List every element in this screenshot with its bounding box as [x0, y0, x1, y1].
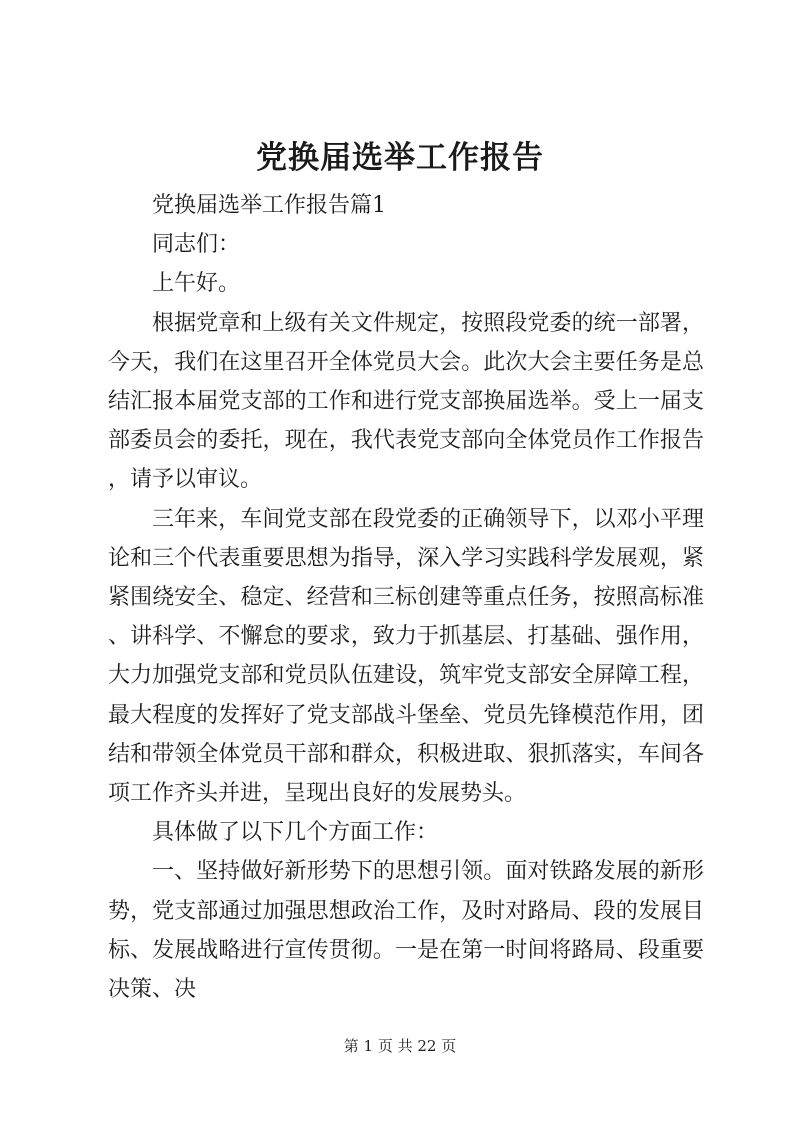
document-body	[108, 186, 704, 1009]
salutation-paragraph: 同志们：	[152, 232, 241, 258]
body-paragraph: 一、坚持做好新形势下的思想引领。面对铁路发展的新形势，党支部通过加强思想政治工作，及时对路局、段的发展目标、发展战略进行宣传贯彻。一是在第一时间将路局、段重要决策、决	[108, 859, 704, 1003]
body-paragraph: 具体做了以下几个方面工作：	[152, 820, 439, 846]
page-footer: 第 1 页 共 22 页	[343, 1037, 457, 1055]
document-title: 党换届选举工作报告	[256, 140, 544, 176]
subtitle-paragraph: 党换届选举工作报告篇1	[152, 193, 386, 218]
body-paragraph: 根据党章和上级有关文件规定，按照段党委的统一部署，今天，我们在这里召开全体党员大会。此次大会主要任务是总结汇报本届党支部的工作和进行党支部换届选举。受上一届支部委员会的委托，现在，我代表党支部向全体党员作工作报告，请予以审议。	[108, 310, 704, 493]
greeting-paragraph: 上午好。	[152, 271, 241, 297]
body-paragraph: 三年来，车间党支部在段党委的正确领导下，以邓小平理论和三个代表重要思想为指导，深入学习实践科学发展观，紧紧围绕安全、稳定、经营和三标创建等重点任务，按照高标准、讲科学、不懈怠的要求，致力于抓基层、打基础、强作用，大力加强党支部和党员队伍建设，筑牢党支部安全屏障工程，最大程度的发挥好了党支部战斗堡垒、党员先锋模范作用，团结和带领全体党员干部和群众，积极进取、狠抓落实，车间各项工作齐头并进，呈现出良好的发展势头。	[108, 506, 704, 807]
